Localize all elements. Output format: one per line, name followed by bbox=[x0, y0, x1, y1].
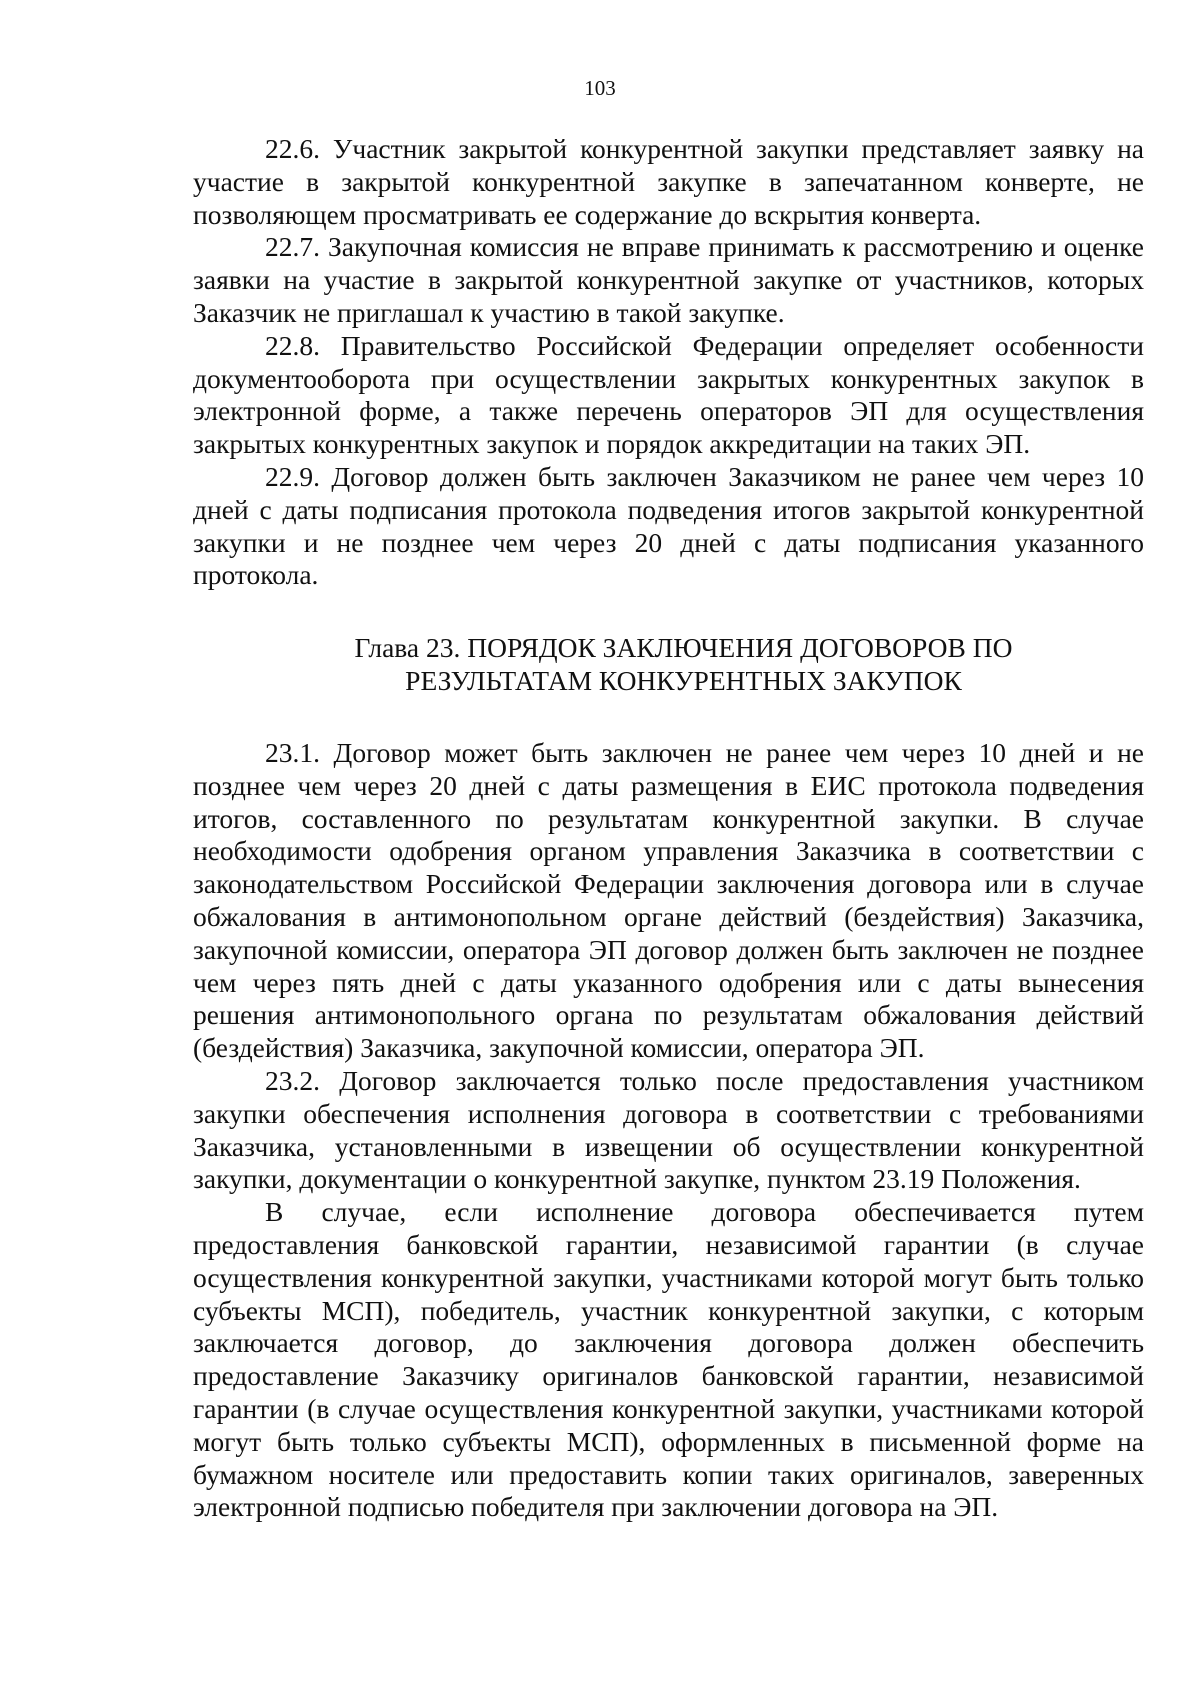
paragraph-22-6: 22.6. Участник закрытой конкурентной закупки представляет заявку на участие в закрытой конкурентной закупке в запечатанном конверте, не позволяющем просматривать ее содержание до вскрытия конверта. bbox=[193, 133, 1144, 230]
chapter-title-line-2: РЕЗУЛЬТАТАМ КОНКУРЕНТНЫХ ЗАКУПОК bbox=[405, 665, 962, 696]
page-number: 103 bbox=[584, 76, 616, 100]
chapter-title-line-1: Глава 23. ПОРЯДОК ЗАКЛЮЧЕНИЯ ДОГОВОРОВ ПО bbox=[354, 632, 1013, 663]
paragraph-23-2: 23.2. Договор заключается только после предоставления участником закупки обеспечения исполнения договора в соответствии с требованиями Заказчика, установленными в извещении об осуществлении конкурентной закупки, документации о конкурентной закупке, пунктом 23.19 Положения. bbox=[193, 1064, 1144, 1195]
chapter-23-title bbox=[193, 631, 1144, 697]
paragraph-22-8: 22.8. Правительство Российской Федерации определяет особенности документооборота при осуществлении закрытых конкурентных закупок в электронной форме, а также перечень операторов ЭП для осуществления закрытых конкурентных закупок и порядок аккредитации на таких ЭП. bbox=[193, 329, 1144, 460]
section-22-text bbox=[193, 133, 1144, 592]
section-23-text bbox=[193, 737, 1144, 1524]
paragraph-23-2-guarantee: В случае, если исполнение договора обеспечивается путем предоставления банковской гарантии, независимой гарантии (в случае осуществления конкурентной закупки, участниками которой могут быть только субъекты МСП), победитель, участник конкурентной закупки, с которым заключается договор, до заключения договора должен обеспечить предоставление Заказчику оригиналов банковской гарантии, независимой гарантии (в случае осуществления конкурентной закупки, участниками которой могут быть только субъекты МСП), оформленных в письменной форме на бумажном носителе или предоставить копии таких оригиналов, заверенных электронной подписью победителя при заключении договора на ЭП. bbox=[193, 1196, 1144, 1523]
paragraph-22-7: 22.7. Закупочная комиссия не вправе принимать к рассмотрению и оценке заявки на участие в закрытой конкурентной закупке от участников, которых Заказчик не приглашал к участию в такой закупке. bbox=[193, 231, 1144, 328]
paragraph-22-9: 22.9. Договор должен быть заключен Заказчиком не ранее чем через 10 дней с даты подписания протокола подведения итогов закрытой конкурентной закупки и не позднее чем через 20 дней с даты подписания указанного протокола. bbox=[193, 460, 1144, 591]
paragraph-23-1: 23.1. Договор может быть заключен не ранее чем через 10 дней и не позднее чем через 20 дней с даты размещения в ЕИС протокола подведения итогов, составленного по результатам конкурентной закупки. В случае необходимости одобрения органом управления Заказчика в соответствии с законодательством Российской Федерации заключения договора или в случае обжалования в антимонопольном органе действий (бездействия) Заказчика, закупочной комиссии, оператора ЭП договор должен быть заключен не позднее чем через пять дней с даты указанного одобрения или с даты вынесения решения антимонопольного органа по результатам обжалования действий (бездействия) Заказчика, закупочной комиссии, оператора ЭП. bbox=[193, 737, 1144, 1064]
